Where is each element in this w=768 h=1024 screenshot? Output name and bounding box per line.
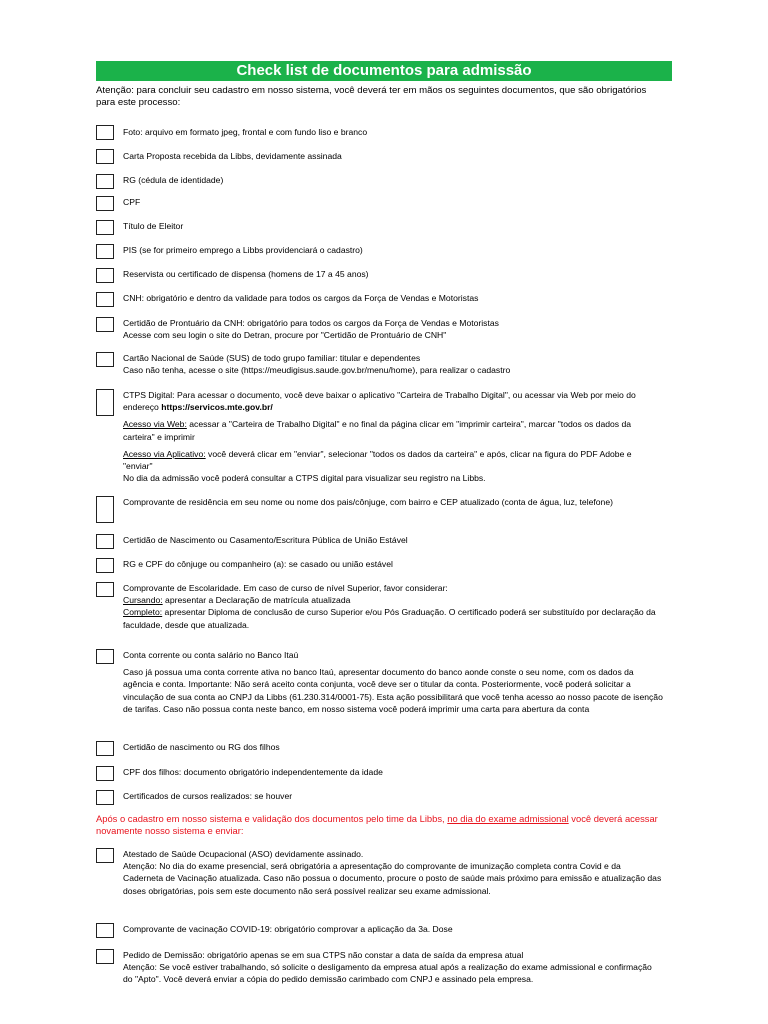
checkbox[interactable] <box>96 292 114 307</box>
item-ctps: CTPS Digital: Para acessar o documento, você deve baixar o aplicativo "Carteira de Trabalho Digital", ou acessar via Web por meio do endereço <box>123 390 636 413</box>
item-certidao: Certidão de Nascimento ou Casamento/Escritura Pública de União Estável <box>123 535 408 545</box>
ctps-link[interactable]: https://servicos.mte.gov.br/ <box>161 402 273 413</box>
item-prontuario: Certidão de Prontuário da CNH: obrigatório para todos os cargos da Força de Vendas e Motoristas <box>123 318 499 328</box>
checkbox[interactable] <box>96 582 114 597</box>
item-titulo: Título de Eleitor <box>123 221 184 231</box>
checkbox[interactable] <box>96 268 114 283</box>
item-cursos: Certificados de cursos realizados: se houver <box>123 791 293 801</box>
checkbox[interactable] <box>96 741 114 756</box>
red-notice <box>96 813 670 837</box>
checkbox[interactable] <box>96 558 114 573</box>
checkbox[interactable] <box>96 244 114 259</box>
item-cpf: CPF <box>123 197 141 207</box>
item-filhos-cpf: CPF dos filhos: documento obrigatório independentemente da idade <box>123 767 383 777</box>
item-aso: Atestado de Saúde Ocupacional (ASO) devidamente assinado. <box>123 849 364 859</box>
ctps-app-label: Acesso via Aplicativo: <box>123 448 206 459</box>
item-sus-detail: Caso não tenha, acesse o site (https://meudigisus.saude.gov.br/menu/home), para realizar o cadastro <box>123 365 511 376</box>
checkbox[interactable] <box>96 174 114 189</box>
item-prontuario-detail: Acesse com seu login o site do Detran, procure por "Certidão de Prontuário de CNH" <box>123 330 447 341</box>
item-sus: Cartão Nacional de Saúde (SUS) de todo grupo familiar: titular e dependentes <box>123 353 421 363</box>
completo-text: apresentar Diploma de conclusão de curso Superior e/ou Pós Graduação. O certificado poderá ser substituído por declaração da faculdade, desde que atualizada. <box>123 607 656 630</box>
item-conta-detail: Caso já possua uma conta corrente ativa no banco Itaú, apresentar documento do banco aonde conste o seu nome, com os dados da agência e conta. Importante: Não será aceito conta conjunta, você deve ser o titular da conta. Posteriormente, você poderá solicitar a vinculação de sua conta ao CNPJ da Libbs (61.230.314/0001-75). Esta ação possibilitará que você tenha acesso ao nosso pacote de isenção de tarifas. Caso não possua conta neste banco, em nosso sistema você poderá imprimir uma carta para abertura da conta <box>123 667 663 714</box>
item-reservista: Reservista ou certificado de dispensa (homens de 17 a 45 anos) <box>123 269 369 279</box>
item-conta: Conta corrente ou conta salário no Banco Itaú <box>123 650 299 660</box>
checkbox[interactable] <box>96 352 114 367</box>
checkbox[interactable] <box>96 949 114 964</box>
cursando-label: Cursando: <box>123 595 163 606</box>
item-carta: Carta Proposta recebida da Libbs, devidamente assinada <box>123 151 342 161</box>
ctps-app-text: você deverá clicar em "enviar", selecionar "todos os dados da carteira" e após, clicar na figura do PDF Adobe e "enviar" <box>123 448 632 472</box>
page-title: Check list de documentos para admissão <box>96 61 672 81</box>
checkbox[interactable] <box>96 149 114 164</box>
item-pis: PIS (se for primeiro emprego a Libbs providenciará o cadastro) <box>123 245 363 255</box>
checkbox[interactable] <box>96 389 114 416</box>
ctps-dia-text: No dia da admissão você poderá consultar a CTPS digital para visualizar seu registro na Libbs. <box>123 473 486 484</box>
ctps-web-label: Acesso via Web: <box>123 419 187 430</box>
item-residencia: Comprovante de residência em seu nome ou nome dos pais/cônjuge, com bairro e CEP atualizado (conta de água, luz, telefone) <box>123 497 613 507</box>
item-demissao: Pedido de Demissão: obrigatório apenas se em sua CTPS não constar a data de saída da empresa atual <box>123 950 524 960</box>
checkbox[interactable] <box>96 649 114 664</box>
checkbox[interactable] <box>96 534 114 549</box>
item-rg: RG (cédula de identidade) <box>123 175 224 185</box>
red-notice-underlined: no dia do exame admissional <box>447 813 569 824</box>
red-notice-part1: Após o cadastro em nosso sistema e validação dos documentos pelo time da Libbs, <box>96 813 448 824</box>
item-aso-detail: Atenção: No dia do exame presencial, será obrigatória a apresentação do comprovante de imunização completa contra Covid e da Caderneta de Vacinação atualizada. Caso não possua o documento, procure o posto de saúde mais próximo para emissão e atualização das doses obrigatórias, pois sem este documento não será possível realizar seu exame admissional. <box>123 861 662 896</box>
checkbox[interactable] <box>96 848 114 863</box>
item-conjuge: RG e CPF do cônjuge ou companheiro (a): se casado ou união estável <box>123 559 393 569</box>
checkbox[interactable] <box>96 790 114 805</box>
item-foto: Foto: arquivo em formato jpeg, frontal e com fundo liso e branco <box>123 127 368 137</box>
checkbox[interactable] <box>96 923 114 938</box>
item-escolaridade: Comprovante de Escolaridade. Em caso de curso de nível Superior, favor considerar: <box>123 583 448 593</box>
ctps-web-text: acessar a "Carteira de Trabalho Digital" e no final da página clicar em "imprimir carteira", marcar "todos os dados da carteira" e imprimir <box>123 419 632 442</box>
checkbox[interactable] <box>96 196 114 211</box>
checkbox[interactable] <box>96 220 114 235</box>
completo-label: Completo: <box>123 607 163 618</box>
red-notice-part2: você deverá acessar novamente nosso sistema e enviar: <box>96 813 658 836</box>
item-filhos-rg: Certidão de nascimento ou RG dos filhos <box>123 742 280 752</box>
intro-text: Atenção: para concluir seu cadastro em nosso sistema, você deverá ter em mãos os seguintes documentos, que são obrigatórios para este processo: <box>96 85 647 108</box>
checkbox[interactable] <box>96 766 114 781</box>
item-vacina: Comprovante de vacinação COVID-19: obrigatório comprovar a aplicação da 3a. Dose <box>123 924 453 934</box>
cursando-text: apresentar a Declaração de matrícula atualizada <box>162 595 351 606</box>
item-demissao-detail: Atenção: Se você estiver trabalhando, só solicite o desligamento da empresa atual após a realização do exame admissional e confirmação do "Apto". Você deverá enviar a cópia do pedido demissão carimbado com CNPJ e assinado pela empresa. <box>123 962 652 985</box>
checkbox[interactable] <box>96 496 114 523</box>
checkbox[interactable] <box>96 125 114 140</box>
checkbox[interactable] <box>96 317 114 332</box>
item-cnh: CNH: obrigatório e dentro da validade para todos os cargos da Força de Vendas e Motoristas <box>123 293 479 303</box>
